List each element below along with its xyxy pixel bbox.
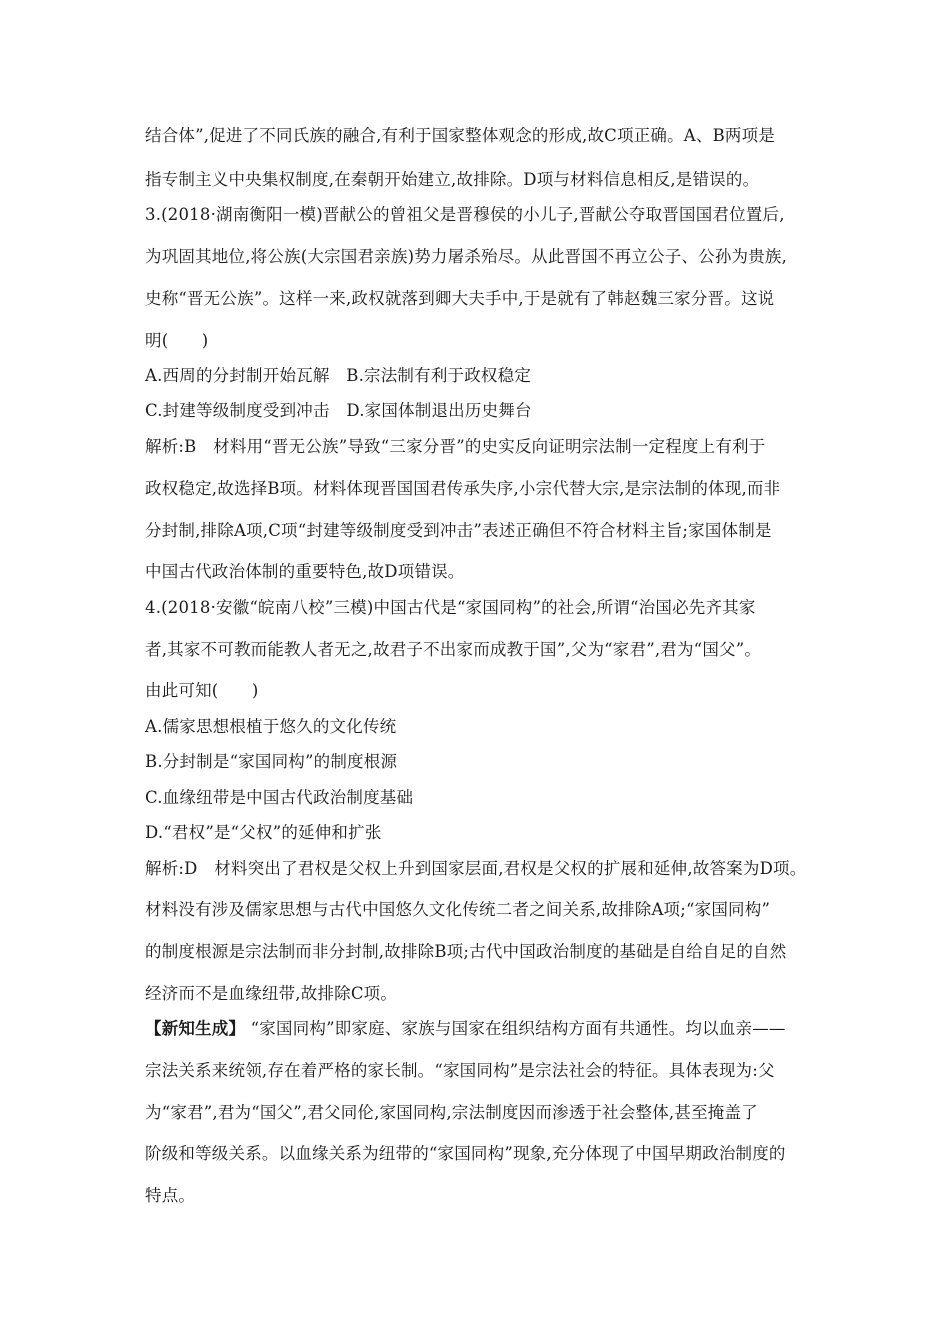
text-line: 特点。 (145, 1186, 196, 1205)
text-line: 结合体”,促进了不同氏族的融合,有利于国家整体观念的形成,故C项正确。A、B两项是 (145, 126, 776, 145)
text-line: 史称“晋无公族”。这样一来,政权就落到卿大夫手中,于是就有了韩赵魏三家分晋。这说 (145, 289, 775, 308)
text-line: 中国古代政治体制的重要特色,故D项错误。 (145, 562, 465, 581)
new-knowledge-text: “家国同构”即家庭、家族与国家在组织结构方面有共通性。均以血亲—— (250, 1019, 786, 1038)
answer-option: C.封建等级制度受到冲击 D.家国体制退出历史舞台 (145, 401, 532, 420)
text-line: 阶级和等级关系。以血缘关系为纽带的“家国同构”现象,充分体现了中国早期政治制度的 (145, 1144, 786, 1163)
text-line: 为“家君”,君为“国父”,君父同伦,家国同构,宗法制度因而渗透于社会整体,甚至掩盖了 (145, 1103, 758, 1122)
text-line: 指专制主义中央集权制度,在秦朝开始建立,故排除。D项与材料信息相反,是错误的。 (145, 170, 760, 189)
answer-option: D.“君权”是“父权”的延伸和扩张 (145, 823, 382, 842)
text-line: 的制度根源是宗法制而非分封制,故排除B项;古代中国政治制度的基础是自给自足的自然 (145, 942, 787, 961)
new-knowledge-line (145, 1018, 786, 1040)
answer-option: A.儒家思想根植于悠久的文化传统 (145, 717, 397, 736)
answer-option: B.分封制是“家国同构”的制度根源 (145, 752, 398, 771)
answer-option: C.血缘纽带是中国古代政治制度基础 (145, 788, 414, 807)
analysis-3: 解析:B 材料用“晋无公族”导致“三家分晋”的史实反向证明宗法制一定程度上有利于 (145, 437, 766, 456)
text-line: 分封制,排除A项,C项“封建等级制度受到冲击”表述正确但不符合材料主旨;家国体制是 (145, 521, 772, 540)
text-line: 者,其家不可教而能教人者无之,故君子不出家而成教于国”,父为“家君”,君为“国父”。 (145, 640, 762, 659)
text-line: 经济而不是血缘纽带,故排除C项。 (145, 984, 398, 1003)
text-line: 由此可知( ) (145, 681, 259, 700)
text-line: 明( ) (145, 331, 209, 350)
answer-option: A.西周的分封制开始瓦解 B.宗法制有利于政权稳定 (145, 366, 532, 385)
analysis-4: 解析:D 材料突出了君权是父权上升到国家层面,君权是父权的扩展和延伸,故答案为D项。 (145, 859, 807, 878)
text-line: 材料没有涉及儒家思想与古代中国悠久文化传统二者之间关系,故排除A项;“家国同构” (145, 900, 771, 919)
text-line: 宗法关系来统领,存在着严格的家长制。“家国同构”是宗法社会的特征。具体表现为:父 (145, 1061, 775, 1080)
text-line: 政权稳定,故选择B项。材料体现晋国国君传承失序,小宗代替大宗,是宗法制的体现,而非 (145, 479, 781, 498)
text-line: 为巩固其地位,将公族(大宗国君亲族)势力屠杀殆尽。从此晋国不再立公子、公孙为贵族, (145, 247, 788, 266)
new-knowledge-tag: 【新知生成】 (145, 1019, 246, 1038)
question-4-stem: 4.(2018·安徽“皖南八校”三模)中国古代是“家国同构”的社会,所谓“治国必先齐其家 (145, 598, 756, 617)
question-3-stem: 3.(2018·湖南衡阳一模)晋献公的曾祖父是晋穆侯的小儿子,晋献公夺取晋国国君位置后, (145, 205, 785, 224)
